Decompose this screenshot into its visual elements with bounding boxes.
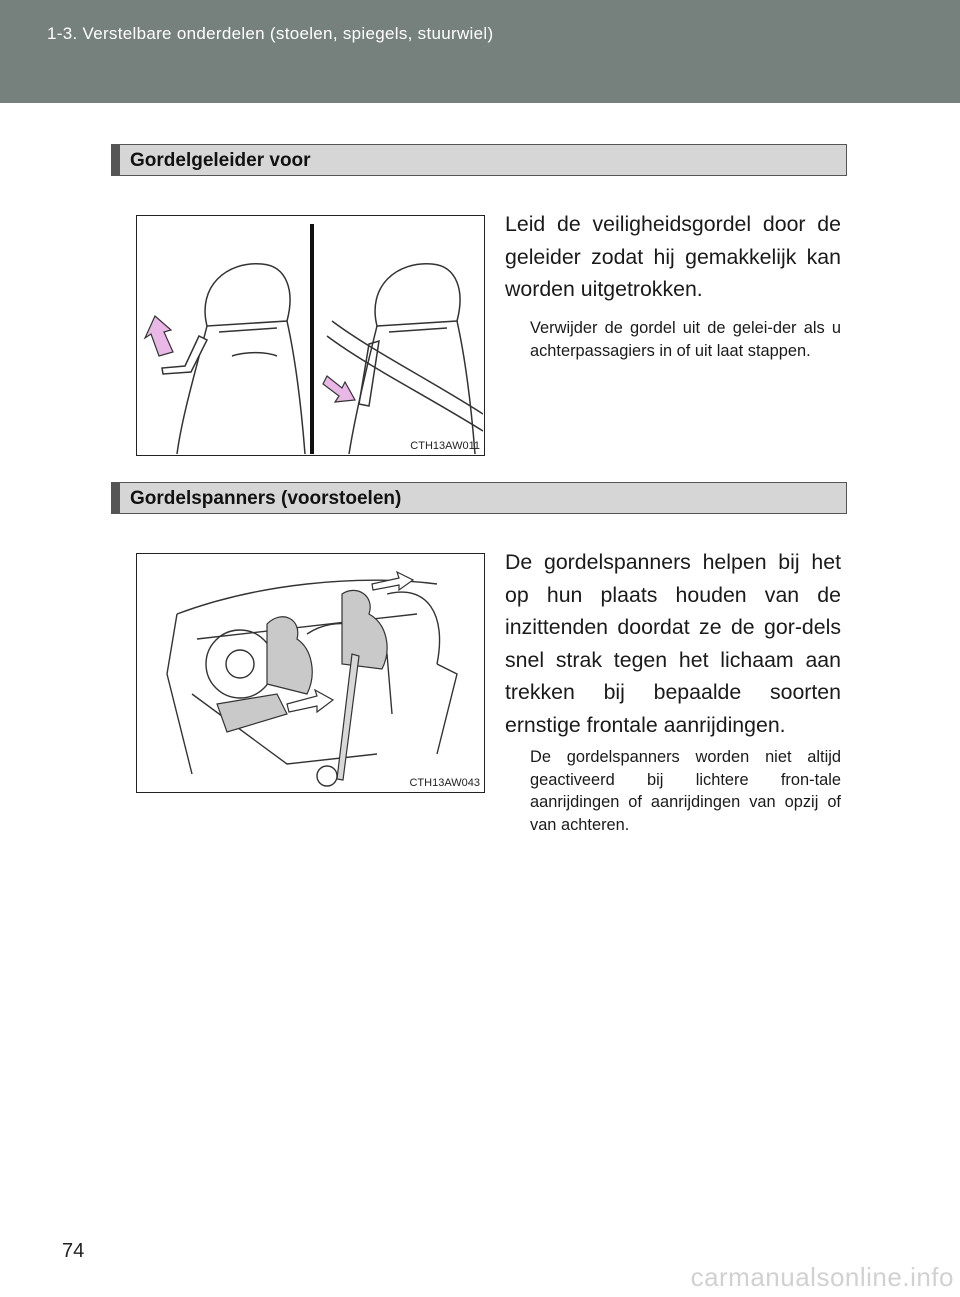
belt-guide-figure <box>136 215 485 456</box>
section-note-text: Verwijder de gordel uit de gelei-der als u achterpassagiers in of uit laat stappen. <box>530 319 841 360</box>
section-heading-bar <box>111 482 847 514</box>
pretensioner-figure <box>136 553 485 793</box>
figure-code: CTH13AW011 <box>410 440 480 452</box>
section-accent <box>112 145 120 175</box>
figure-code: CTH13AW043 <box>409 777 480 789</box>
belt-guide-illustration <box>137 216 483 454</box>
watermark[interactable]: carmanualsonline.info <box>690 1262 954 1292</box>
section-heading-bar <box>111 144 847 176</box>
section-body-text: De gordelspanners helpen bij het op hun plaats houden van de inzittenden doordat ze de gor-dels snel strak tegen het lichaam aan trekken bij bepaalde soorten ernstige frontale aanrijdingen. <box>505 550 841 737</box>
header-title: 1-3. Verstelbare onderdelen (stoelen, spiegels, stuurwiel) <box>47 24 494 43</box>
section-body-text: Leid de veiligheidsgordel door de geleider zodat hij gemakkelijk kan worden uitgetrokken. <box>505 212 841 301</box>
section-note-text: De gordelspanners worden niet altijd geactiveerd bij lichtere fron-tale aanrijdingen of aanrijdingen van opzij of van achteren. <box>530 748 841 834</box>
section-heading: Gordelspanners (voorstoelen) <box>130 488 402 509</box>
pretensioner-illustration <box>137 554 483 791</box>
header-band <box>0 0 960 103</box>
section-heading: Gordelgeleider voor <box>130 150 311 171</box>
section-accent <box>112 483 120 513</box>
page-number: 74 <box>62 1240 85 1262</box>
